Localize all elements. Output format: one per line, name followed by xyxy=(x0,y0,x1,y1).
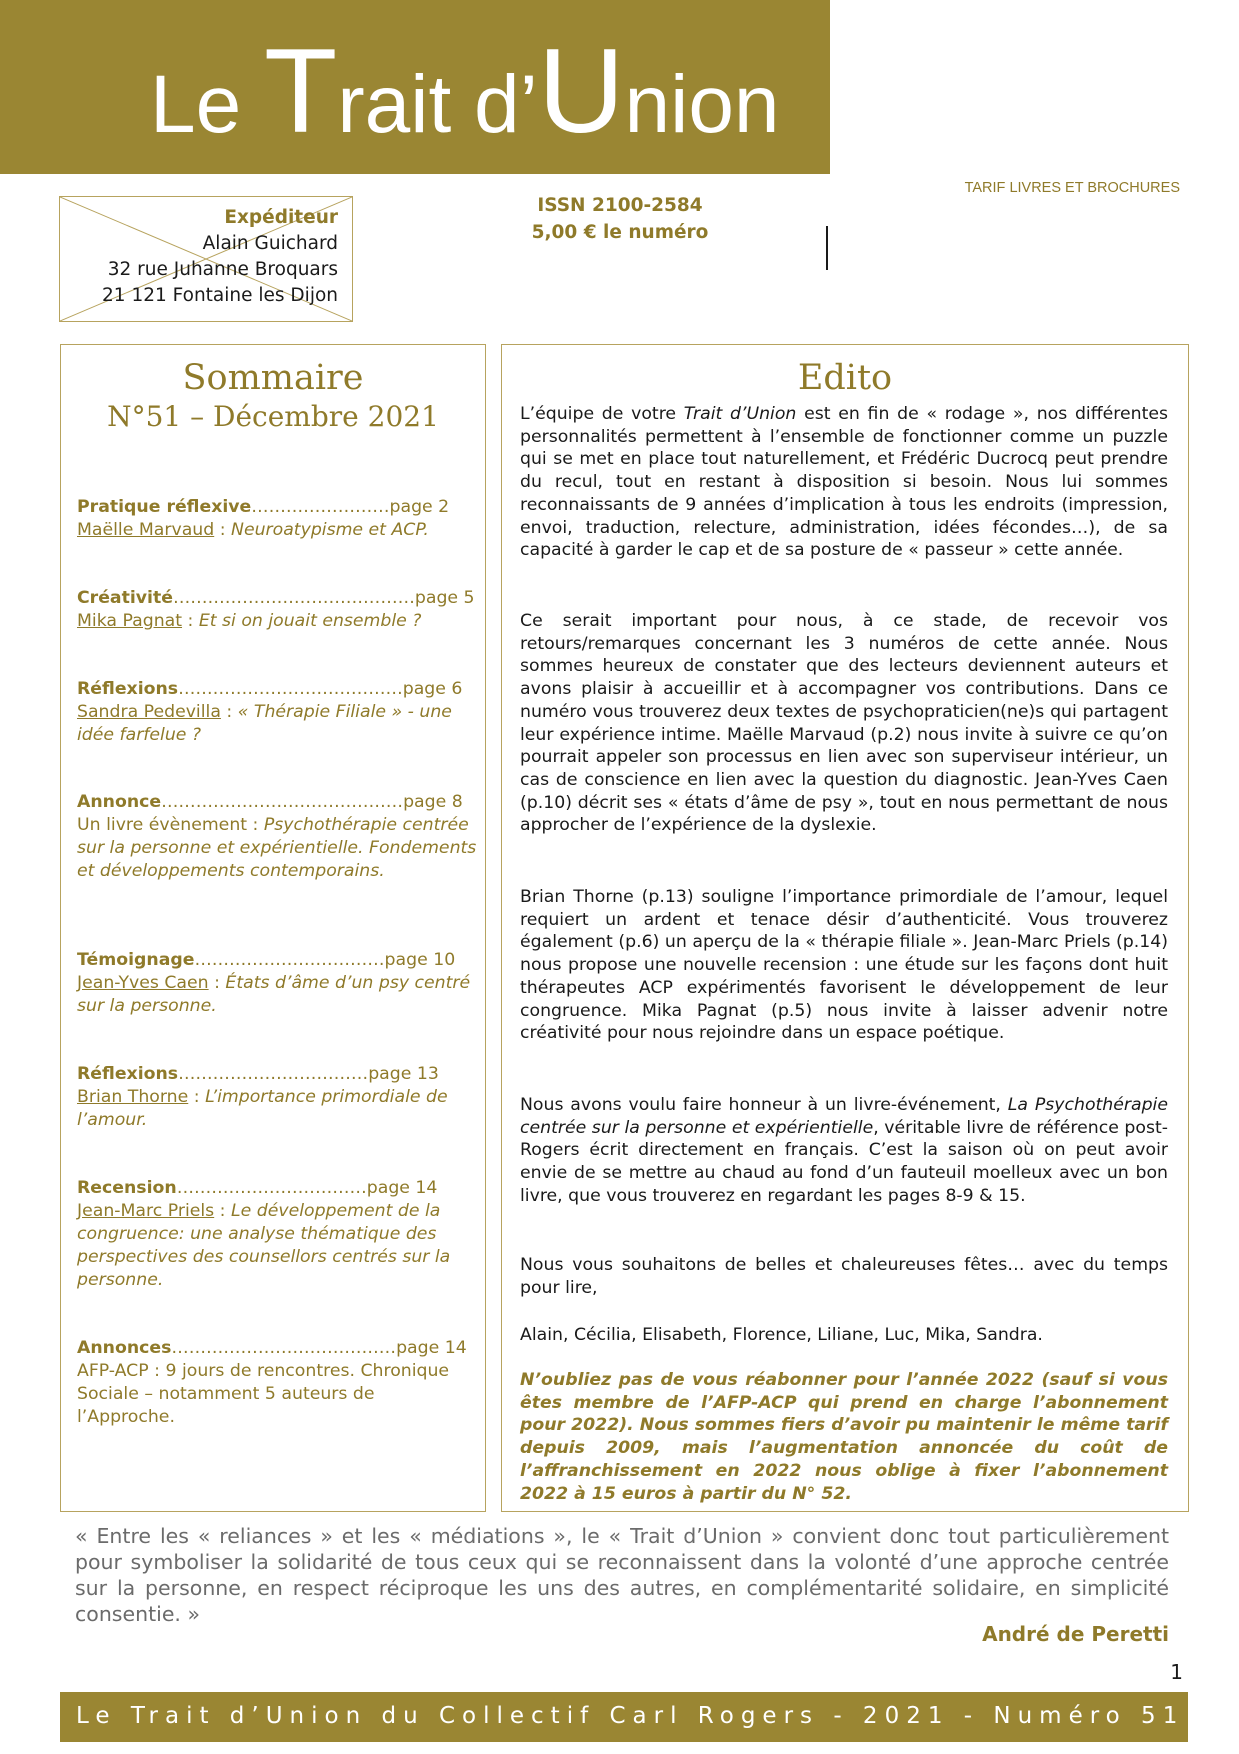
sender-city: 21 121 Fontaine les Dijon xyxy=(102,285,338,306)
toc-entry[interactable]: Créativité……………………………………page 5 Mika Pagnat : Et si on jouait ensemble ? xyxy=(77,588,475,631)
sender-name: Alain Guichard xyxy=(202,233,338,254)
edito-paragraph: Nous vous souhaitons de belles et chaleureuses fêtes… avec du temps pour lire, xyxy=(520,1255,1168,1298)
footer-banner xyxy=(60,1692,1188,1742)
edito-title: Edito xyxy=(797,358,893,398)
toc-entry[interactable]: Réflexions…………………………………page 6 Sandra Pedevilla : « Thérapie Filiale » - une idée farfelue ? xyxy=(77,679,463,745)
toc-entry[interactable]: Témoignage……………………………page 10 Jean-Yves Caen : États d’âme d’un psy centré sur la personne. xyxy=(77,950,471,1016)
masthead-title: Le Trait d’Union xyxy=(150,24,780,158)
edito-paragraph: L’équipe de votre Trait d’Union est en fin de « rodage », nos différentes personnalités permettent à l’ensemble de fonctionner comme un puzzle qui se met en place tout naturellement, et Frédéric Ducrocq peut prendre du recul, tout en restant à disposition si besoin. Nous lui sommes reconnaissants de 9 années d’implication à tous les endroits (impression, envoi, traduction, relecture, administration, idées fécondes…), de sa capacité à garder le cap et de sa posture de « passeur » cette année. xyxy=(520,404,1168,561)
toc-entry[interactable]: Réflexions……………………………page 13 Brian Thorne : L’importance primordiale de l’amour. xyxy=(77,1064,448,1130)
quote-text: « Entre les « reliances » et les « médiations », le « Trait d’Union » convient donc tout particulièrement pour symboliser la solidarité de tous ceux qui se reconnaissent dans la volonté d’une approche centrée sur la personne, en respect réciproque les uns des autres, en complémentarité solidaire, en simplicité consentie. » xyxy=(75,1524,1169,1626)
masthead-banner xyxy=(0,0,830,174)
toc-entry[interactable]: Pratique réflexive……………………page 2 Maëlle Marvaud : Neuroatypisme et ACP. xyxy=(77,497,450,540)
issn-block xyxy=(490,192,750,246)
divider xyxy=(826,226,828,270)
toc-entry[interactable]: Annonces…………………………………page 14 AFP-ACP : 9 jours de rencontres. Chronique Sociale – notamment 5 auteurs de l’Approche. xyxy=(77,1338,467,1427)
sender-street: 32 rue Juhanne Broquars xyxy=(107,259,338,280)
toc-entry[interactable]: Annonce……………………………………page 8 Un livre évènement : Psychothérapie centrée sur la personne et expérientielle. Fondements et développements contemporains. xyxy=(77,792,477,881)
sender-address-box xyxy=(59,196,353,322)
edito-signatures: Alain, Cécilia, Elisabeth, Florence, Liliane, Luc, Mika, Sandra. xyxy=(520,1325,1043,1345)
subscription-note: N’oubliez pas de vous réabonner pour l’année 2022 (sauf si vous êtes membre de l’AFP-ACP qui prend en charge l’abonnement pour 2022). Nous sommes fiers d’avoir pu maintenir le même tarif depuis 2009, mais l’augmentation annoncée du coût de l’affranchissement en 2022 nous oblige à fixer l’abonnement 2022 à 15 euros à partir du N° 52. xyxy=(520,1370,1168,1504)
toc-entry[interactable]: Recension……………………………page 14 Jean-Marc Priels : Le développement de la congruence: une analyse thématique des perspectives des counsellors centrés sur la personne. xyxy=(77,1178,451,1290)
quote-author: André de Peretti xyxy=(982,1622,1169,1646)
issue-label: N°51 – Décembre 2021 xyxy=(107,400,439,433)
sommaire-title: Sommaire xyxy=(182,358,364,398)
edito-paragraph: Brian Thorne (p.13) souligne l’importance primordiale de l’amour, lequel requiert un ardent et tenace désir d’authenticité. Vous trouverez également (p.6) un aperçu de la « thérapie filiale ». Jean-Marc Priels (p.14) nous propose une nouvelle recension : une étude sur les façons dont huit thérapeutes ACP expérimentés favorisent le développement de leur congruence. Mika Pagnat (p.5) nous invite à laisser advenir notre créativité pour nous rejoindre dans un espace poétique. xyxy=(520,887,1168,1044)
edito-panel xyxy=(501,344,1189,1512)
page-number: 1 xyxy=(1170,1660,1183,1684)
edito-paragraph: Ce serait important pour nous, à ce stade, de recevoir vos retours/remarques concernant les 3 numéros de cette année. Nous sommes heureux de constater que des lecteurs deviennent auteurs et avons plaisir à accueillir et à accompagner vos contributions. Dans ce numéro vous trouverez deux textes de psychopraticien(ne)s qui partagent leur expérience intime. Maëlle Marvaud (p.2) nous invite à suivre ce qu’on pourrait appeler son processus en lien avec son superviseur intérieur, un cas de conscience en lien avec la question du diagnostic. Jean-Yves Caen (p.10) décrit ses « états d’âme de psy », tout en nous permettant de nous approcher de l’expérience de la dyslexie. xyxy=(520,611,1168,836)
issn-code: ISSN 2100-2584 xyxy=(537,195,703,216)
sender-heading: Expéditeur xyxy=(224,207,338,228)
tarif-label: TARIF LIVRES ET BROCHURES xyxy=(964,180,1180,196)
footer-text: Le Trait d’Union du Collectif Carl Rogers - 2021 - Numéro 51 xyxy=(76,1703,1185,1729)
sommaire-panel xyxy=(60,344,486,1512)
edito-paragraph: Nous avons voulu faire honneur à un livre-événement, La Psychothérapie centrée sur la personne et expérientielle, véritable livre de référence post-Rogers écrit directement en français. C’est la saison où on peut avoir envie de se mettre au chaud au fond d’un fauteuil moelleux avec un bon livre, que vous trouverez en regardant les pages 8-9 & 15. xyxy=(520,1095,1168,1206)
issue-price: 5,00 € le numéro xyxy=(531,222,709,243)
